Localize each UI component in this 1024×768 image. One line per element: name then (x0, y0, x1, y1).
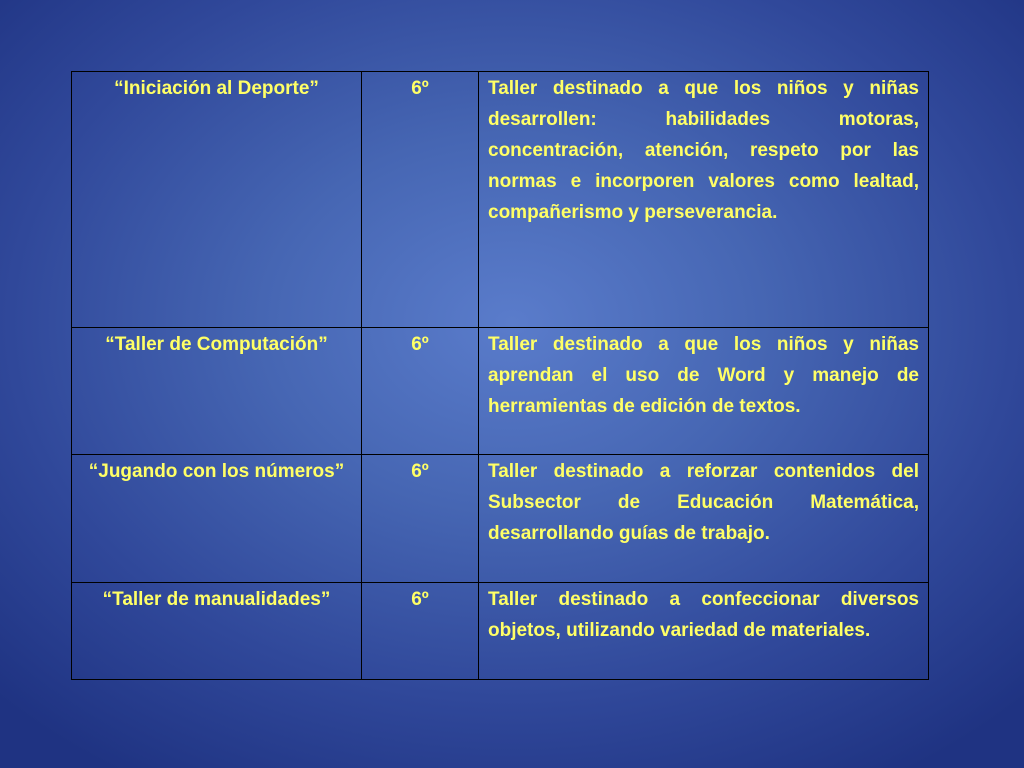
table-row (72, 72, 929, 328)
table-row (72, 328, 929, 455)
description-cell: Taller destinado a confeccionar diversos objetos, utilizando variedad de materiales. (479, 583, 929, 680)
workshop-name-cell: “Jugando con los números” (72, 455, 362, 583)
workshop-name-cell: “Taller de Computación” (72, 328, 362, 455)
workshop-name-cell: “Taller de manualidades” (72, 583, 362, 680)
description-cell: Taller destinado a que los niños y niñas aprendan el uso de Word y manejo de herramientas de edición de textos. (479, 328, 929, 455)
grade-cell: 6º (362, 72, 479, 328)
workshops-table (71, 71, 929, 680)
description-cell: Taller destinado a que los niños y niñas desarrollen: habilidades motoras, concentración, atención, respeto por las normas e incorporen valores como lealtad, compañerismo y perseverancia. (479, 72, 929, 328)
table-row (72, 455, 929, 583)
grade-cell: 6º (362, 583, 479, 680)
workshop-name-cell: “Iniciación al Deporte” (72, 72, 362, 328)
description-cell: Taller destinado a reforzar contenidos del Subsector de Educación Matemática, desarrollando guías de trabajo. (479, 455, 929, 583)
grade-cell: 6º (362, 455, 479, 583)
table-row (72, 583, 929, 680)
grade-cell: 6º (362, 328, 479, 455)
